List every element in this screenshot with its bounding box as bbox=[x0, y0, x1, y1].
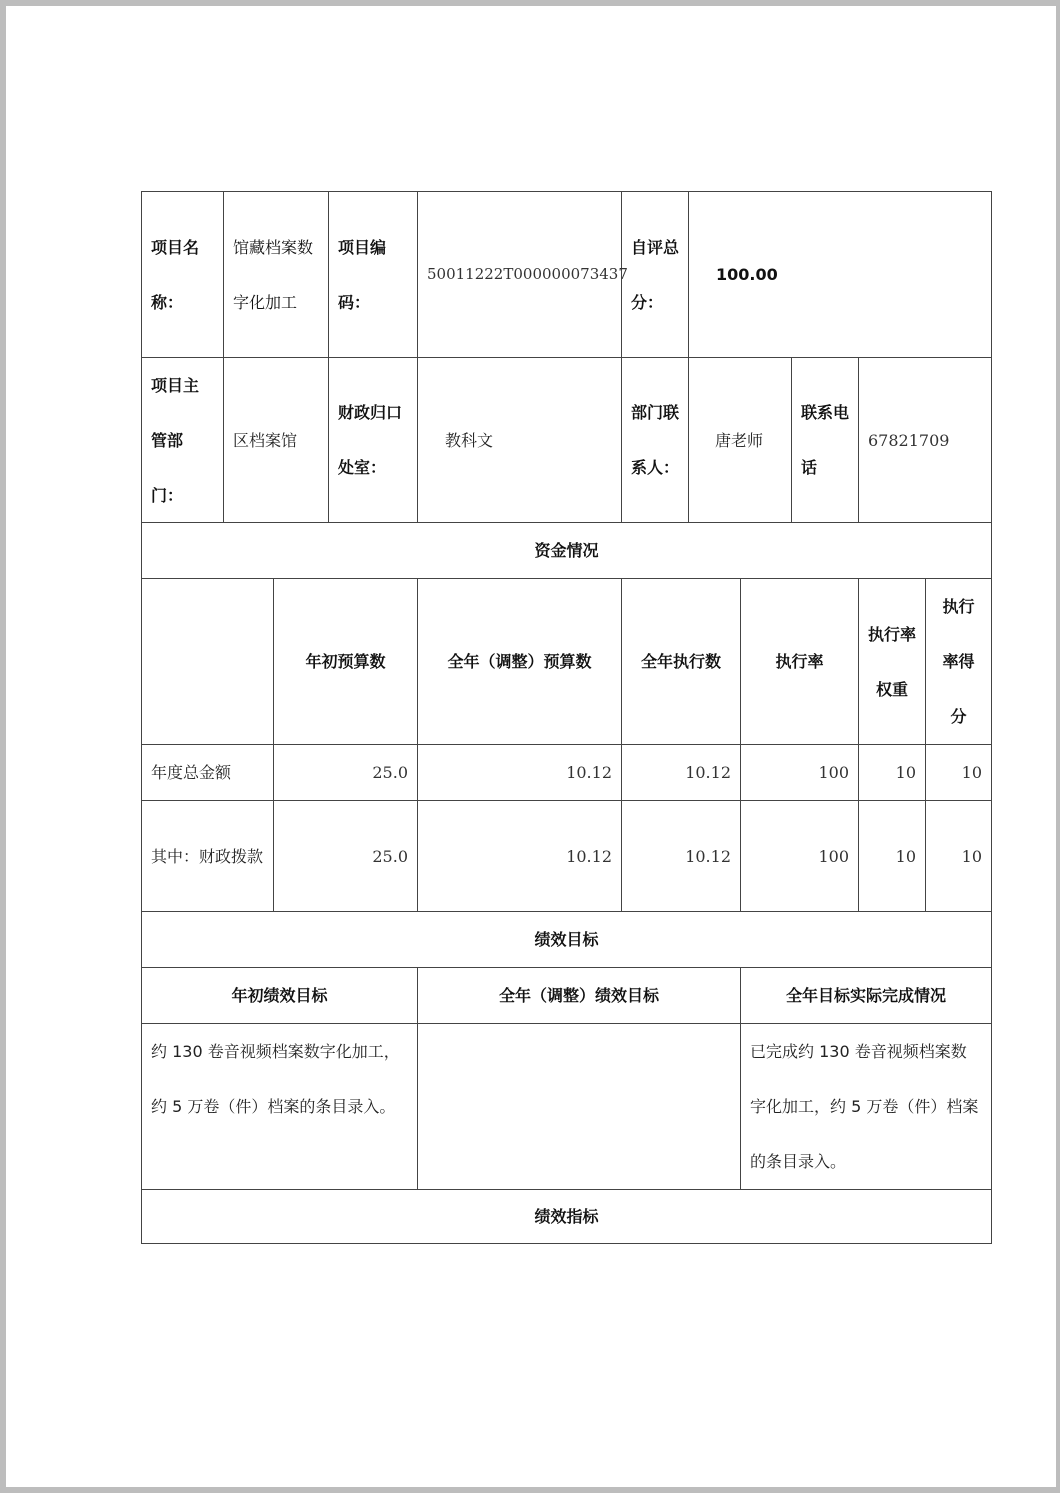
goals-initial-text: 约 130 卷音视频档案数字化加工，约 5 万卷（件）档案的条目录入。 bbox=[142, 1024, 418, 1190]
funds-row-label: 年度总金额 bbox=[142, 745, 274, 801]
funds-row-initial: 25.0 bbox=[274, 801, 418, 912]
project-name-value: 馆藏档案数字化加工 bbox=[224, 192, 329, 358]
funds-header-blank bbox=[142, 579, 274, 745]
goals-col-initial: 年初绩效目标 bbox=[142, 968, 418, 1024]
funds-row-rate: 100 bbox=[741, 745, 859, 801]
project-code-label: 项目编码： bbox=[329, 192, 418, 358]
goals-col-actual: 全年目标实际完成情况 bbox=[741, 968, 991, 1024]
performance-self-evaluation-table bbox=[141, 191, 992, 1244]
goals-section-title: 绩效目标 bbox=[142, 912, 991, 968]
finance-office-label: 财政归口处室： bbox=[329, 358, 418, 523]
goals-adjusted-text bbox=[418, 1024, 741, 1190]
indicators-section-title: 绩效指标 bbox=[534, 1207, 599, 1226]
funds-row-initial: 25.0 bbox=[274, 745, 418, 801]
phone-label: 联系电话 bbox=[792, 358, 859, 523]
funds-row-rate: 100 bbox=[741, 801, 859, 912]
funds-row-weight: 10 bbox=[859, 801, 926, 912]
project-name-label: 项目名称： bbox=[142, 192, 224, 358]
funds-row-adjusted: 10.12 bbox=[418, 801, 622, 912]
goals-actual-text: 已完成约 130 卷音视频档案数字化加工，约 5 万卷（件）档案的条目录入。 bbox=[741, 1024, 991, 1190]
funds-row-adjusted: 10.12 bbox=[418, 745, 622, 801]
funds-section-title: 资金情况 bbox=[142, 523, 991, 579]
document-page bbox=[6, 6, 1056, 1487]
project-code-value: 50011222T000000073437 bbox=[418, 192, 622, 358]
contact-value: 唐老师 bbox=[689, 358, 792, 523]
dept-label: 项目主管部门： bbox=[142, 358, 224, 523]
finance-office-value: 教科文 bbox=[418, 358, 622, 523]
contact-label: 部门联系人： bbox=[622, 358, 689, 523]
funds-row-score: 10 bbox=[926, 801, 991, 912]
funds-col-adjusted: 全年（调整）预算数 bbox=[418, 579, 622, 745]
funds-row-label: 其中：财政拨款 bbox=[142, 801, 274, 912]
dept-value: 区档案馆 bbox=[224, 358, 329, 523]
funds-col-executed: 全年执行数 bbox=[622, 579, 741, 745]
funds-col-initial: 年初预算数 bbox=[274, 579, 418, 745]
funds-col-score: 执行率得分 bbox=[926, 579, 991, 745]
funds-col-rate: 执行率 bbox=[741, 579, 859, 745]
funds-row-weight: 10 bbox=[859, 745, 926, 801]
self-score-value: 100.00 bbox=[689, 192, 991, 358]
funds-row-executed: 10.12 bbox=[622, 745, 741, 801]
goals-col-adjusted: 全年（调整）绩效目标 bbox=[418, 968, 741, 1024]
self-score-label: 自评总分： bbox=[622, 192, 689, 358]
funds-col-weight: 执行率权重 bbox=[859, 579, 926, 745]
phone-value: 67821709 bbox=[859, 358, 991, 523]
funds-row-executed: 10.12 bbox=[622, 801, 741, 912]
funds-row-score: 10 bbox=[926, 745, 991, 801]
